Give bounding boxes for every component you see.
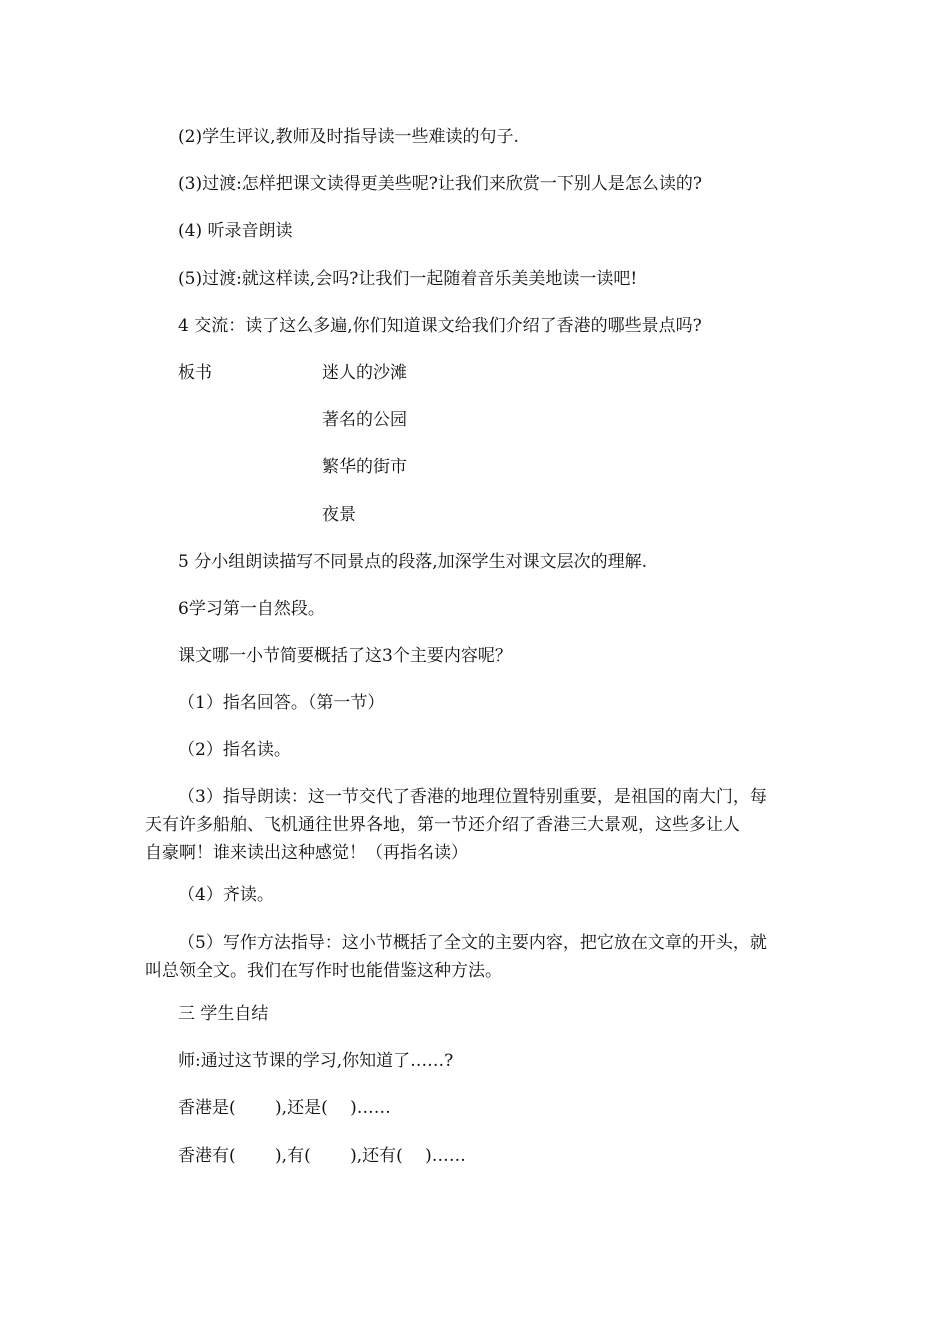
paragraph-line: 叫总领全文。我们在写作时也能借鉴这种方法。 — [145, 961, 502, 981]
text-line: (5)过渡:就这样读,会吗?让我们一起随着音乐美美地读一读吧! — [178, 269, 638, 289]
paragraph-line: （5）写作方法指导：这小节概括了全文的主要内容，把它放在文章的开头，就 — [178, 933, 767, 953]
board-item: 迷人的沙滩 — [322, 363, 407, 383]
text-line: (4) 听录音朗读 — [178, 221, 293, 241]
text-line: (2)学生评议,教师及时指导读一些难读的句子. — [178, 127, 519, 147]
text-line: 香港是( ),还是( )…… — [178, 1098, 391, 1118]
text-line: (3)过渡:怎样把课文读得更美些呢?让我们来欣赏一下别人是怎么读的? — [178, 174, 703, 194]
text-line: 师:通过这节课的学习,你知道了……? — [178, 1051, 454, 1071]
paragraph-3 — [145, 783, 767, 867]
paragraph-5 — [145, 929, 767, 985]
paragraph-line: （3）指导朗读：这一节交代了香港的地理位置特别重要，是祖国的南大门，每 — [178, 787, 767, 807]
text-line: 香港有( ),有( ),还有( )…… — [178, 1146, 466, 1166]
paragraph-line: 天有许多船舶、飞机通往世界各地，第一节还介绍了香港三大景观，这些多让人 — [145, 815, 740, 835]
text-line: （2）指名读。 — [178, 740, 291, 760]
text-line: 课文哪一小节简要概括了这3个主要内容呢？ — [178, 646, 512, 666]
board-item: 夜景 — [322, 505, 356, 525]
board-item: 著名的公园 — [322, 410, 407, 430]
text-line: 5 分小组朗读描写不同景点的段落,加深学生对课文层次的理解. — [178, 552, 648, 572]
text-line: （4）齐读。 — [178, 885, 274, 905]
section-heading: 三 学生自结 — [178, 1004, 269, 1024]
board-label: 板书 — [178, 363, 212, 383]
board-item: 繁华的街市 — [322, 457, 407, 477]
text-line: （1）指名回答。（第一节） — [178, 693, 385, 713]
text-line: 4 交流：读了这么多遍,你们知道课文给我们介绍了香港的哪些景点吗? — [178, 316, 702, 336]
text-line: 6学习第一自然段。 — [178, 599, 325, 619]
paragraph-line: 自豪啊！谁来读出这种感觉！（再指名读） — [145, 843, 468, 863]
